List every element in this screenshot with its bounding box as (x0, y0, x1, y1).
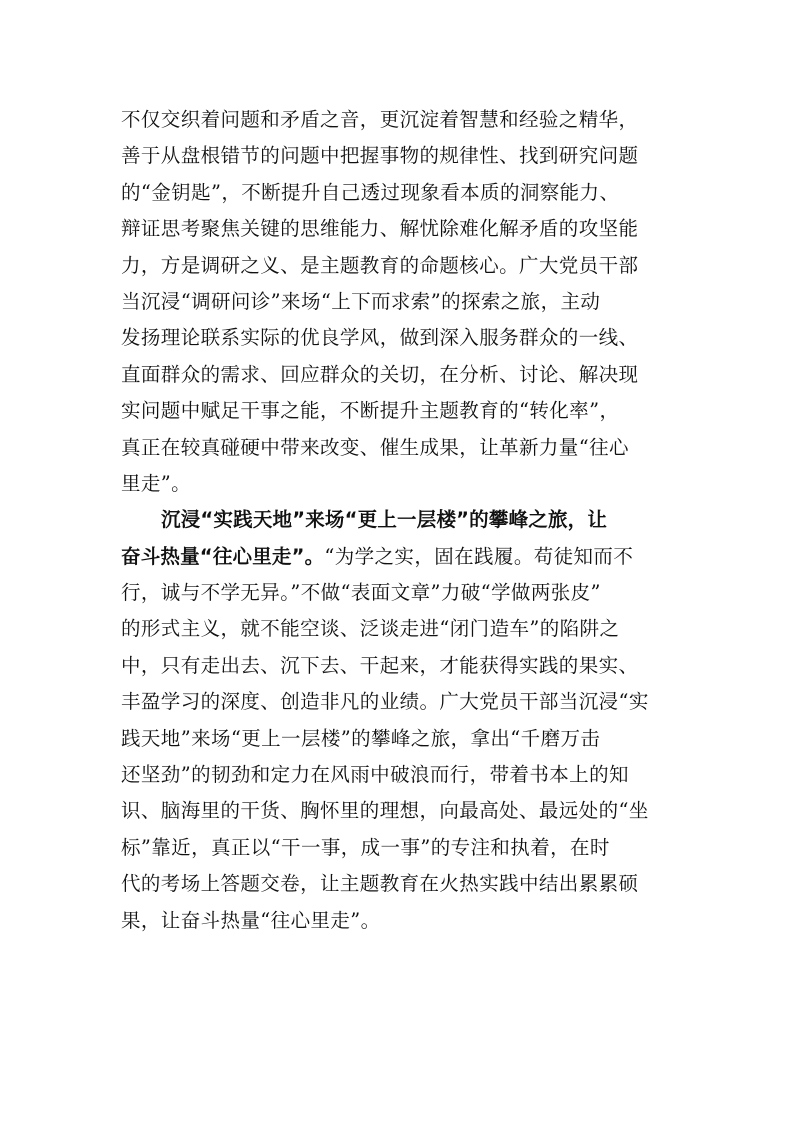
text-line: 的“金钥匙”，不断提升自己透过现象看本质的洞察能力、 (121, 180, 620, 204)
text-line: 里走”。 (121, 471, 192, 495)
text-line: 丰盈学习的深度、创造非凡的业绩。广大党员干部当沉浸“实 (121, 690, 649, 714)
text-line: 发扬理论联系实际的优良学风，做到深入服务群众的一线、 (121, 326, 639, 350)
text-line: 还坚劲”的韧劲和定力在风雨中破浪而行，带着书本上的知 (121, 763, 629, 787)
text-line: 辩证思考聚焦关键的思维能力、解忧除难化解矛盾的攻坚能 (121, 217, 639, 241)
text-line: 践天地”来场“更上一层楼”的攀峰之旅，拿出“千磨万击 (121, 726, 601, 750)
document-body (121, 102, 681, 939)
text-line: 力，方是调研之义、是主题教育的命题核心。广大党员干部 (121, 253, 639, 277)
text-line: 标”靠近，真正以“干一事，成一事”的专注和执着，在时 (121, 835, 610, 859)
text-line: 不仅交织着问题和矛盾之音，更沉淀着智慧和经验之精华， (121, 108, 639, 131)
text-line: 行，诚与不学无异。”不做“表面文章”力破“学做两张皮” (121, 581, 601, 605)
paragraph-heading: 奋斗热量“往心里走”。 (121, 544, 325, 568)
text-line: 果，让奋斗热量“往心里走”。 (121, 908, 381, 932)
text-line: 识、脑海里的干货、胸怀里的理想，向最高处、最远处的“坐 (121, 799, 649, 823)
paragraph-2 (121, 502, 681, 939)
text-run: “为学之实，固在践履。苟徒知而不 (324, 544, 634, 568)
text-line: 中，只有走出去、沉下去、干起来，才能获得实践的果实、 (121, 653, 639, 677)
text-line: 实问题中赋足干事之能，不断提升主题教育的“转化率”， (121, 399, 620, 423)
text-line: 的形式主义，就不能空谈、泛谈走进“闭门造车”的陷阱之 (121, 617, 620, 641)
text-line: 当沉浸“调研问诊”来场“上下而求索”的探索之旅，主动 (121, 289, 601, 313)
text-line: 真正在较真碰硬中带来改变、催生成果，让革新力量“往心 (121, 435, 629, 459)
text-line (121, 539, 681, 575)
text-line (121, 502, 681, 538)
text-line: 直面群众的需求、回应群众的关切，在分析、讨论、解决现 (121, 362, 639, 386)
paragraph-1 (121, 102, 681, 502)
text-line: 代的考场上答题交卷，让主题教育在火热实践中结出累累硕 (121, 872, 639, 896)
text-line: 善于从盘根错节的问题中把握事物的规律性、找到研究问题 (121, 144, 639, 168)
paragraph-heading: 沉浸“实践天地”来场“更上一层楼”的攀峰之旅，让 (161, 508, 608, 532)
